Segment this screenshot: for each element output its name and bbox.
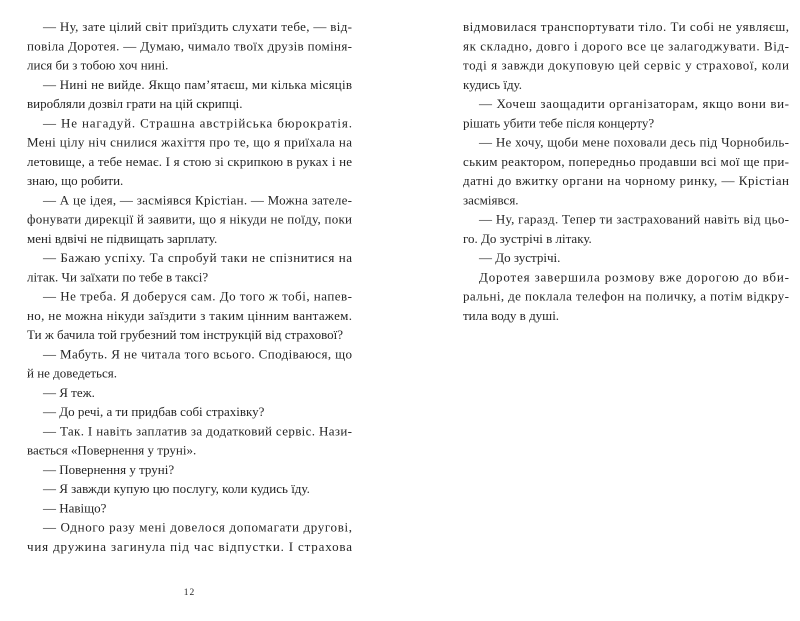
text-line: ральні, де поклала телефон на поличку, а потім відкру- <box>463 288 789 304</box>
text-line: — Бажаю успіху. Та спробуй таки не спізнитися на <box>43 250 352 265</box>
text-line: — Хочеш заощадити організаторам, якщо вони ви- <box>479 96 789 111</box>
text-line: — Не треба. Я доберуся сам. До того ж тобі, напев- <box>43 288 352 304</box>
text-line: виробляли дозвіл грати на цій скрипці. <box>27 96 243 111</box>
text-line: — Не нагадуй. Страшна австрійська бюрократія. <box>43 115 352 131</box>
text-line: лися би з тобою хоч нині. <box>27 57 169 73</box>
text-line: засміявся. <box>463 192 519 208</box>
text-line: — Мабуть. Я не читала того всього. Сподіваюся, що <box>43 346 352 362</box>
text-line: — Ну, зате цілий світ приїздить слухати тебе, — від- <box>43 19 352 34</box>
text-line: Доротея завершила розмову вже дорогою до вби- <box>479 269 789 285</box>
text-line: як складно, довго і дорого все це залагоджувати. Від- <box>463 38 789 54</box>
text-line: — До речі, а ти придбав собі страхівку? <box>43 404 265 419</box>
text-line: датні до вжитку органи на чорному ринку, — Крістіан <box>463 173 789 188</box>
text-line: летовище, а тебе немає. І я стою зі скрипкою в руках і не <box>27 153 352 169</box>
text-line: — До зустрічі. <box>479 250 561 265</box>
text-line: Ти ж бачила той грубезний том інструкцій від страхової? <box>27 327 344 342</box>
text-line: тила воду в душі. <box>463 307 560 323</box>
text-line: — Я теж. <box>43 384 95 400</box>
text-line: тоді я завжди докуповую цей сервіс у страхової, коли <box>463 57 789 73</box>
text-line: рішать убити тебе після концерту? <box>463 115 655 131</box>
text-line: — А це ідея, — засміявся Крістіан. — Можна зателе- <box>43 192 352 208</box>
text-line: кудись їду. <box>463 76 523 92</box>
text-line: — Нині не вийде. Якщо пам’ятаєш, ми кілька місяців <box>43 76 352 92</box>
text-line: знаю, що робити. <box>27 173 124 188</box>
text-line: го. До зустрічі в літаку. <box>463 230 592 246</box>
text-line: чия дружина загинула під час відпустки. І страхова <box>27 538 352 554</box>
text-line: фонувати дирекції й заявити, що я нікуди не поїду, поки <box>27 211 352 227</box>
text-line: — Повернення у труні? <box>43 461 175 477</box>
text-line: вається «Повернення у труні». <box>27 442 197 458</box>
text-line: відмовилася транспортувати тіло. Ти собі не уявляєш, <box>463 19 789 34</box>
text-column-svg <box>27 17 352 562</box>
text-line: — Ну, гаразд. Тепер ти застрахований навіть від цьо- <box>479 211 789 227</box>
right-page-text-column <box>463 17 789 331</box>
text-line: — Одного разу мені довелося допомагати другові, <box>43 519 352 535</box>
text-line: Мені цілу ніч снилися жахіття про те, що я приїхала на <box>27 134 352 150</box>
text-line: — Навіщо? <box>43 500 107 516</box>
text-line: — Так. І навіть заплатив за додатковий сервіс. Нази- <box>43 423 352 439</box>
text-line: літак. Чи заїхати по тебе в таксі? <box>27 269 209 285</box>
text-column-svg <box>463 17 789 331</box>
left-page-number: 12 <box>183 588 196 598</box>
text-line: — Не хочу, щоби мене поховали десь під Чорнобиль- <box>479 134 789 150</box>
text-line: но, не можна нікуди заїздити з таким цінним вантажем. <box>27 307 352 323</box>
text-line: повіла Доротея. — Думаю, чимало твоїх друзів поміня- <box>27 38 352 54</box>
text-line: — Я завжди купую цю послугу, коли кудись їду. <box>43 481 310 496</box>
text-line: й не доведеться. <box>27 365 117 381</box>
text-line: ським реактором, попередньо продавши всі мої ще при- <box>463 153 789 169</box>
text-line: мені вдвічі не підвищать зарплату. <box>27 230 218 246</box>
left-page-text-column <box>27 17 352 562</box>
